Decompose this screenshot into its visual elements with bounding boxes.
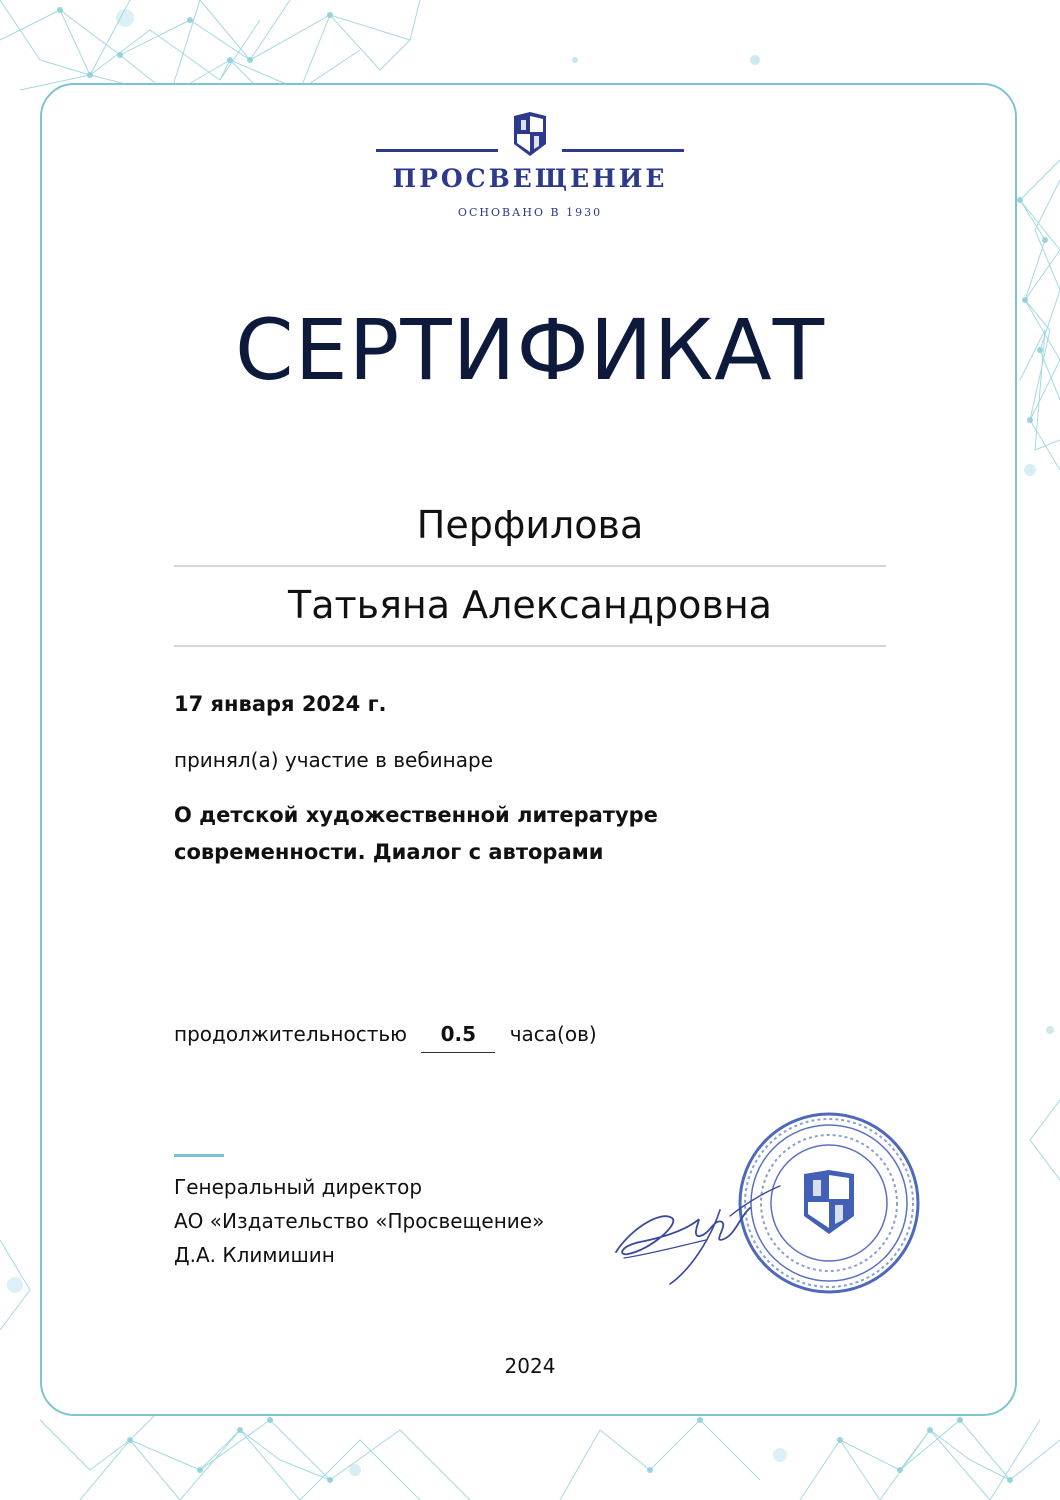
organization-stamp xyxy=(736,1110,922,1296)
duration-unit: часа(ов) xyxy=(509,1022,597,1046)
duration-row xyxy=(174,1022,597,1053)
signatory-name: Д.А. Климишин xyxy=(174,1243,335,1267)
logo-rule-left xyxy=(376,149,498,152)
participation-text: принял(а) участие в вебинаре xyxy=(174,748,493,772)
signatory-role: Генеральный директор xyxy=(174,1175,423,1199)
publisher-emblem-icon xyxy=(512,110,548,158)
duration-value: 0.5 xyxy=(421,1022,495,1053)
signatory-organization: АО «Издательство «Просвещение» xyxy=(174,1209,545,1233)
event-date: 17 января 2024 г. xyxy=(174,692,387,716)
certificate-year: 2024 xyxy=(504,1354,556,1378)
publisher-founded: ОСНОВАНО В 1930 xyxy=(457,206,603,219)
accent-divider xyxy=(174,1154,224,1157)
certificate-title: СЕРТИФИКАТ xyxy=(234,301,826,399)
logo-rule-right xyxy=(562,149,684,152)
duration-prefix: продолжительностью xyxy=(174,1022,407,1046)
recipient-given-names: Татьяна Александровна xyxy=(174,583,886,647)
publisher-logo xyxy=(376,108,684,223)
recipient-surname: Перфилова xyxy=(174,503,886,567)
publisher-name: ПРОСВЕЩЕНИЕ xyxy=(392,164,668,193)
webinar-title: О детской художественной литературе современности. Диалог с авторами xyxy=(174,803,658,864)
